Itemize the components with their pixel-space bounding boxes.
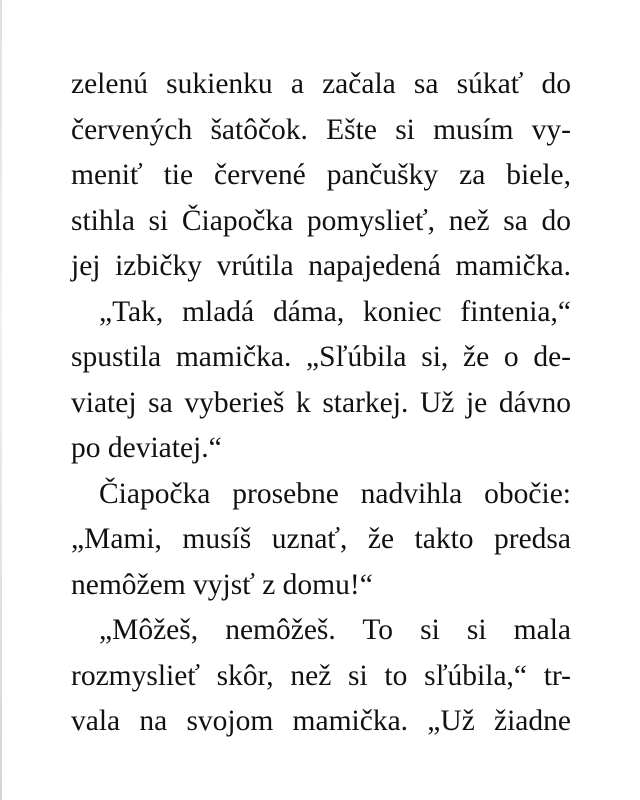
text-line-9: po deviatej.“	[71, 432, 222, 464]
book-page-text	[71, 62, 571, 745]
text-line-8: viatej sa vyberieš k starkej. Už je dávno	[71, 386, 571, 419]
text-line-14: rozmyslieť skôr, než si to sľúbila,“ tr-	[71, 659, 571, 692]
text-line-4: stihla si Čiapočka pomyslieť, než sa do	[71, 204, 571, 237]
text-line-13: „Môžeš, nemôžeš. To si si mala	[99, 614, 571, 646]
text-line-5: jej izbičky vrútila napajedená mamička.	[71, 250, 571, 282]
text-line-7: spustila mamička. „Sľúbila si, že o de-	[71, 341, 571, 373]
page-edge	[0, 0, 2, 800]
text-line-6: „Tak, mladá dáma, koniec fintenia,“	[99, 295, 571, 328]
text-line-10: Čiapočka prosebne nadvihla obočie:	[99, 477, 571, 510]
text-line-15: vala na svojom mamička. „Už žiadne	[71, 705, 571, 737]
text-line-11: „Mami, musíš uznať, že takto predsa	[71, 523, 571, 555]
text-line-1: zelenú sukienku a začala sa súkať do	[71, 68, 571, 100]
text-line-12: nemôžem vyjsť z domu!“	[71, 568, 373, 601]
text-line-2: červených šatôčok. Ešte si musím vy-	[71, 113, 571, 146]
text-line-3: meniť tie červené pančušky za biele,	[71, 159, 571, 191]
